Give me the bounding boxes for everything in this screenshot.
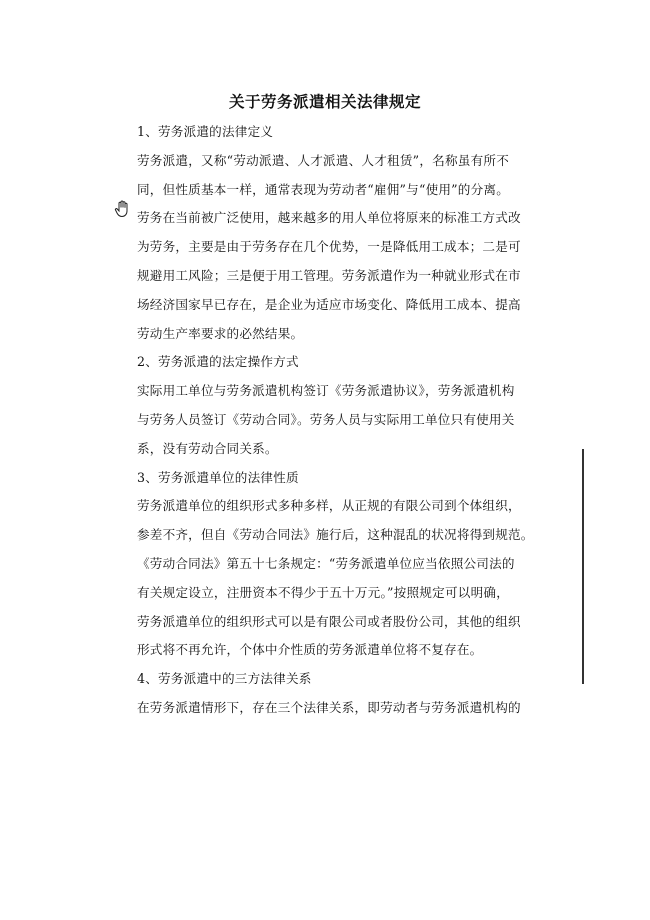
document-body — [137, 118, 534, 723]
document-title: 关于劳务派遣相关法律规定 — [228, 92, 421, 111]
text-line: 1、劳务派遣的法律定义 — [137, 124, 274, 139]
hand-cursor-icon — [114, 200, 130, 218]
text-line: 与劳务人员签订《劳动合同》。劳务人员与实际用工单位只有使用关 — [137, 411, 515, 427]
text-line: 4、劳务派遣中的三方法律关系 — [137, 671, 312, 687]
text-line: 劳务派遣，又称“劳动派遣、人才派遣、人才租赁”，名称虽有所不 — [137, 152, 509, 168]
text-line: 劳务派遣单位的组织形式可以是有限公司或者股份公司，其他的组织 — [137, 613, 521, 629]
text-line: 实际用工单位与劳务派遣机构签订《劳务派遣协议》，劳务派遣机构 — [137, 383, 515, 399]
text-line: 在劳务派遣情形下，存在三个法律关系，即劳动者与劳务派遣机构的 — [137, 699, 521, 715]
text-line: 3、劳务派遣单位的法律性质 — [137, 469, 299, 485]
text-line: 形式将不再允许，个体中介性质的劳务派遣单位将不复存在。 — [137, 642, 483, 658]
text-line: 规避用工风险；三是便于用工管理。劳务派遣作为一种就业形式在市 — [137, 267, 521, 283]
text-line: 参差不齐，但自《劳动合同法》施行后，这种混乱的状况将得到规范。 — [137, 527, 534, 543]
text-line: 劳务在当前被广泛使用，越来越多的用人单位将原来的标准工方式改 — [137, 210, 521, 226]
margin-line — [582, 449, 584, 684]
text-line: 同，但性质基本一样，通常表现为劳动者“雇佣”与“使用”的分离。 — [137, 181, 509, 197]
text-line: 劳务派遣单位的组织形式多种多样，从正规的有限公司到个体组织， — [137, 498, 521, 514]
text-line: 劳动生产率要求的必然结果。 — [137, 325, 304, 341]
text-line: 2、劳务派遣的法定操作方式 — [137, 354, 299, 370]
text-line: 有关规定设立，注册资本不得少于五十万元。”按照规定可以明确， — [137, 584, 509, 600]
text-line: 场经济国家早已存在，是企业为适应市场变化、降低用工成本、提高 — [137, 296, 521, 312]
text-line: 《劳动合同法》第五十七条规定：“劳务派遣单位应当依照公司法的 — [137, 555, 515, 571]
text-line: 为劳务，主要是由于劳务存在几个优势，一是降低用工成本；二是可 — [137, 239, 521, 255]
text-line: 系，没有劳动合同关系。 — [137, 440, 278, 456]
